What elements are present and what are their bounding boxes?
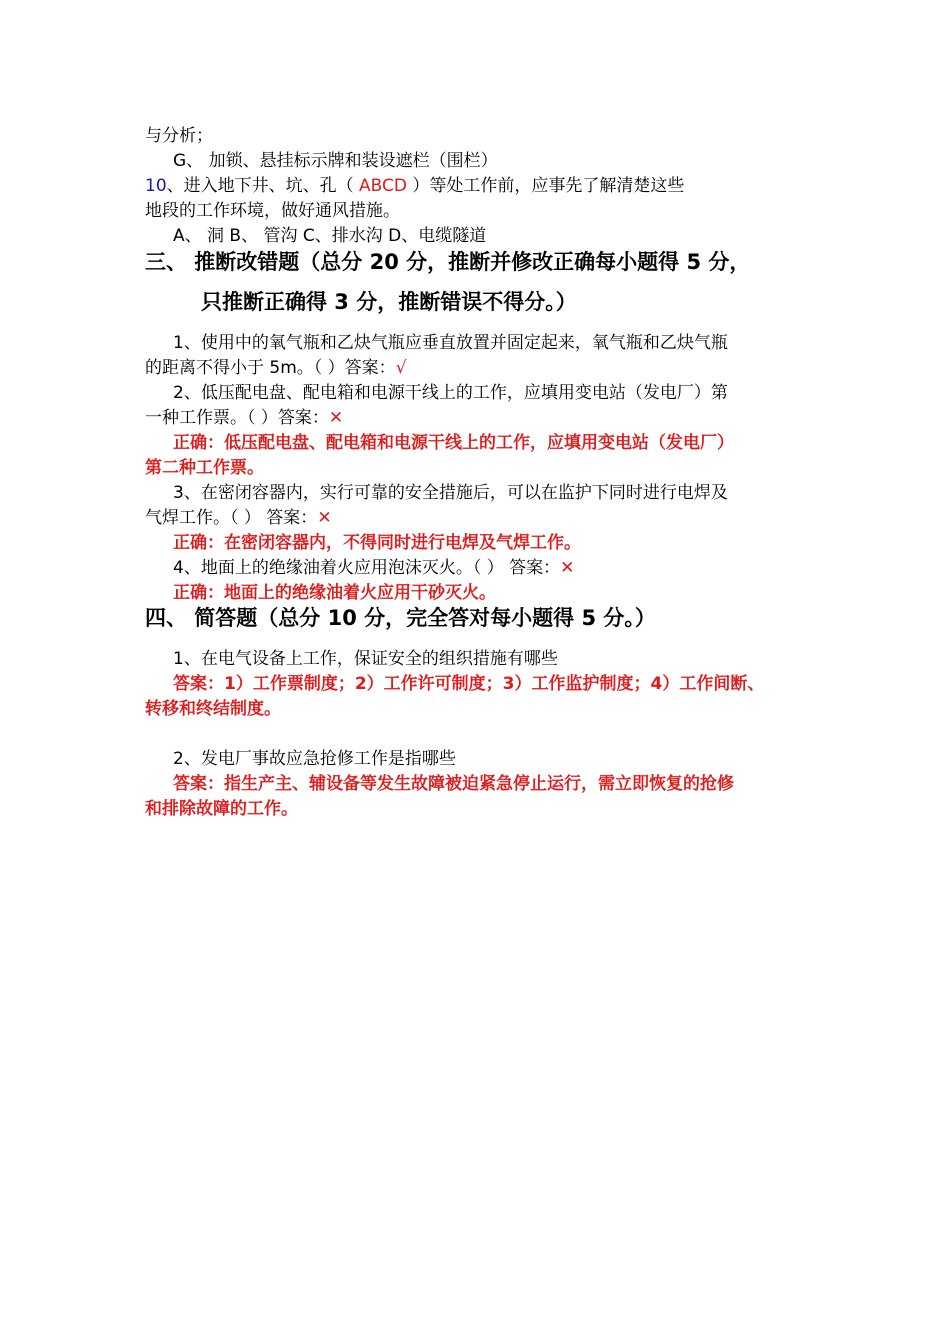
judge-q1: 1、使用中的氧气瓶和乙炔气瓶应垂直放置并固定起来，氧气瓶和乙炔气瓶 <box>173 333 728 353</box>
short-q2: 2、发电厂事故应急抢修工作是指哪些 <box>173 749 456 769</box>
short-a1-line2: 转移和终结制度。 <box>145 699 281 719</box>
question-10 <box>145 175 684 197</box>
text-line: 与分析； <box>145 126 213 146</box>
option-g: G、 加锁、悬挂标示牌和装设遮栏（围栏） <box>173 151 498 171</box>
judge-q3: 3、在密闭容器内，实行可靠的安全措施后，可以在监护下同时进行电焊及 <box>173 483 728 503</box>
short-q1: 1、在电气设备上工作，保证安全的组织措施有哪些 <box>173 649 558 669</box>
judge-q3-correction: 正确：在密闭容器内，不得同时进行电焊及气焊工作。 <box>173 533 581 553</box>
short-a2-line2: 和排除故障的工作。 <box>145 799 298 819</box>
question-number: 10 <box>145 176 167 196</box>
question-text: 、进入地下井、坑、孔（ <box>166 176 360 196</box>
wrong-mark: ✕ <box>317 508 332 528</box>
section-3-title-line2: 只推断正确得 3 分，推断错误不得分。） <box>201 290 577 314</box>
section-3-title: 三、 推断改错题（总分 20 分，推断并修改正确每小题得 5 分， <box>145 250 751 274</box>
short-a1: 答案：1）工作票制度；2）工作许可制度；3）工作监护制度；4）工作间断、 <box>173 674 765 694</box>
section-4-title: 四、 简答题（总分 10 分，完全答对每小题得 5 分。） <box>145 606 656 630</box>
judge-q1-line2: 的距离不得小于 5m。（ ）答案：√ <box>145 358 407 378</box>
question-10-line2: 地段的工作环境，做好通风措施。 <box>145 201 400 221</box>
judge-q2-correction: 正确：低压配电盘、配电箱和电源干线上的工作，应填用变电站（发电厂） <box>173 433 734 453</box>
judge-q4-correction: 正确：地面上的绝缘油着火应用干砂灭火。 <box>173 583 496 603</box>
wrong-mark: ✕ <box>328 408 344 428</box>
question-10-options: A、 洞 B、 管沟 C、排水沟 D、电缆隧道 <box>173 226 487 246</box>
judge-q2-line2: 一种工作票。（ ）答案：✕ <box>145 408 344 428</box>
judge-q3-line2: 气焊工作。（ ） 答案：✕ <box>145 508 332 528</box>
judge-q2: 2、低压配电盘、配电箱和电源干线上的工作，应填用变电站（发电厂）第 <box>173 383 728 403</box>
judge-q4: 4、地面上的绝缘油着火应用泡沫灭火。（ ） 答案：✕ <box>173 558 575 578</box>
question-text-cont: ）等处工作前，应事先了解清楚这些 <box>407 176 685 196</box>
answer-text: ABCD <box>359 176 408 196</box>
judge-q2-correction-line2: 第二种工作票。 <box>145 458 264 478</box>
wrong-mark: ✕ <box>560 558 575 578</box>
correct-mark: √ <box>395 358 407 378</box>
short-a2: 答案：指生产主、辅设备等发生故障被迫紧急停止运行，需立即恢复的抢修 <box>173 774 734 794</box>
